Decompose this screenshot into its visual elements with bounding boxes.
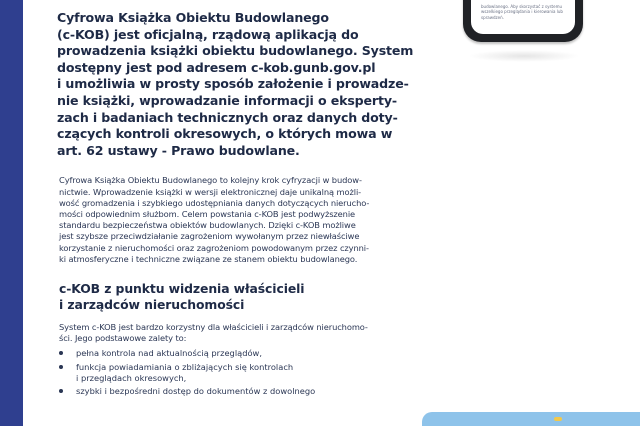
phone-mockup-image <box>463 0 583 42</box>
left-accent-bar <box>0 0 23 426</box>
lead-paragraph <box>57 10 415 159</box>
body-line: Cyfrowa Książka Obiektu Budowlanego to kolejny krok cyfryzacji w budow- <box>59 175 362 186</box>
bullet-icon <box>59 351 63 355</box>
corner-info-card <box>422 412 640 426</box>
lead-line: czących kontroli okresowych, o których mowa w <box>57 126 393 142</box>
bullet-icon <box>59 389 63 393</box>
list-item <box>59 362 415 384</box>
body-line: jest szybsze przeciwdziałanie zagrożeniom wywołanym przez niewłaściwe <box>59 231 360 242</box>
body-line: ki atmosferyczne i techniczne związane ze stanem obiektu budowlanego. <box>59 253 358 264</box>
lead-line: i umożliwia w prosty sposób założenie i prowadze- <box>57 76 409 92</box>
lead-line: (c-KOB) jest oficjalną, rządową aplikacją do <box>57 26 359 42</box>
phone-text-line: budowlanego. Aby skorzystać z systemu <box>481 4 563 9</box>
main-content <box>55 10 415 399</box>
body-paragraph <box>59 175 415 265</box>
advantages-list <box>59 348 415 397</box>
section-intro <box>59 322 415 344</box>
body-line: nictwie. Wprowadzenie książki w wersji elektronicznej daje unikalną możli- <box>59 186 362 197</box>
body-line: wość gromadzenia i szybkiego udostępniania danych dotyczących nierucho- <box>59 197 370 208</box>
section-heading-line: i zarządców nieruchomości <box>59 296 245 312</box>
phone-text-line: sprawdzeń. <box>481 14 504 20</box>
body-line: standardu bezpieczeństwa obiektów budowlanych. Dzięki c-KOB możliwe <box>59 220 356 231</box>
list-item-text: pełna kontrola nad aktualnością przeglądów, <box>76 348 262 359</box>
body-line: korzystanie z nieruchomości oraz zagrożeniom powodowanym przez czynni- <box>59 242 369 253</box>
section-heading-line: c-KOB z punktu widzenia właścicieli <box>59 280 305 296</box>
section-heading <box>59 281 415 313</box>
phone-shadow <box>468 50 580 62</box>
lead-line: art. 62 ustawy - Prawo budowlane. <box>57 142 300 158</box>
lead-line: nie książki, wprowadzanie informacji o eksperty- <box>57 92 397 108</box>
body-line: mości odpowiednim służbom. Celem powstania c-KOB jest podwyższenie <box>59 208 356 219</box>
intro-line: System c-KOB jest bardzo korzystny dla właścicieli i zarządców nieruchomo- <box>59 321 368 332</box>
lead-line: prowadzenia książki obiektu budowlanego. System <box>57 43 414 59</box>
phone-screen <box>471 0 575 34</box>
lead-line: zach i badaniach technicznych oraz danych doty- <box>57 109 398 125</box>
bullet-icon <box>59 365 63 369</box>
list-item <box>59 386 415 397</box>
corner-accent-mark <box>554 417 562 421</box>
list-item-text: funkcja powiadamiania o zbliżających się kontrolach <box>76 361 294 372</box>
phone-text-line: wszelkiego przeglądania i kierowania lub <box>481 9 563 15</box>
phone-screen-text <box>481 4 563 20</box>
intro-line: ści. Jego podstawowe zalety to: <box>59 333 187 344</box>
lead-line: dostępny jest pod adresem c-kob.gunb.gov.pl <box>57 59 376 75</box>
list-item-text: szybki i bezpośredni dostęp do dokumentów z dowolnego <box>76 385 316 396</box>
lead-line: Cyfrowa Książka Obiektu Budowlanego <box>57 10 329 25</box>
list-item <box>59 348 415 359</box>
list-item-text: i przeglądach okresowych, <box>76 372 187 383</box>
